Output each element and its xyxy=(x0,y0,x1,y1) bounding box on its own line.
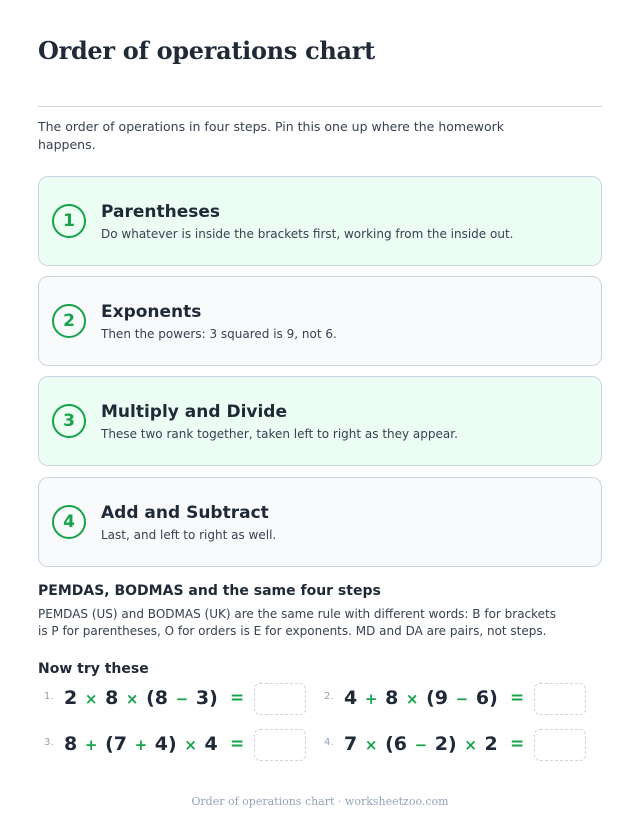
step-card-add-subtract xyxy=(38,477,602,567)
step-card-exponents xyxy=(38,276,602,366)
step-card-multiply-divide xyxy=(38,376,602,466)
problem-index: 4. xyxy=(324,737,334,748)
title-divider xyxy=(38,106,602,107)
answer-box[interactable] xyxy=(534,729,586,761)
page-title: Order of operations chart xyxy=(38,36,375,65)
step-name: Multiply and Divide xyxy=(101,402,288,422)
step-name: Exponents xyxy=(101,302,202,322)
step-description: Do whatever is inside the brackets first, working from the inside out. xyxy=(101,227,514,241)
page-footer: Order of operations chart · worksheetzoo.com xyxy=(191,795,449,808)
step-name: Parentheses xyxy=(101,202,221,222)
problem-expression: 2 × 8 × (8 − 3) xyxy=(64,687,218,709)
answer-box[interactable] xyxy=(534,683,586,715)
step-name: Add and Subtract xyxy=(101,503,269,523)
step-number-badge: 2 xyxy=(52,304,86,338)
step-number-badge: 3 xyxy=(52,404,86,438)
intro-text: The order of operations in four steps. Pin this one up where the homework happens. xyxy=(38,119,505,152)
problem-expression: 7 × (6 − 2) × 2 xyxy=(344,733,498,755)
equals-sign: = xyxy=(230,688,245,708)
equals-sign: = xyxy=(510,734,525,754)
problem-index: 1. xyxy=(44,691,54,702)
note-body: PEMDAS (US) and BODMAS (UK) are the same rule with different words: B for brackets is P for parentheses, O for orders is E for exponents. MD and DA are pairs, not steps. xyxy=(38,607,557,638)
answer-box[interactable] xyxy=(254,683,306,715)
practice-problem-4 xyxy=(324,729,594,761)
problem-expression: 8 + (7 + 4) × 4 xyxy=(64,733,218,755)
note-heading: PEMDAS, BODMAS and the same four steps xyxy=(38,583,381,599)
equals-sign: = xyxy=(510,688,525,708)
problem-index: 2. xyxy=(324,691,334,702)
step-number-badge: 4 xyxy=(52,505,86,539)
equals-sign: = xyxy=(230,734,245,754)
practice-problem-1 xyxy=(44,683,314,715)
step-card-parentheses xyxy=(38,176,602,266)
step-description: These two rank together, taken left to right as they appear. xyxy=(101,427,458,441)
step-description: Last, and left to right as well. xyxy=(101,528,277,542)
practice-heading: Now try these xyxy=(38,661,149,677)
answer-box[interactable] xyxy=(254,729,306,761)
step-number-badge: 1 xyxy=(52,204,86,238)
problem-expression: 4 + 8 × (9 − 6) xyxy=(344,687,498,709)
step-description: Then the powers: 3 squared is 9, not 6. xyxy=(101,327,337,341)
practice-problem-2 xyxy=(324,683,594,715)
practice-problem-3 xyxy=(44,729,314,761)
problem-index: 3. xyxy=(44,737,54,748)
